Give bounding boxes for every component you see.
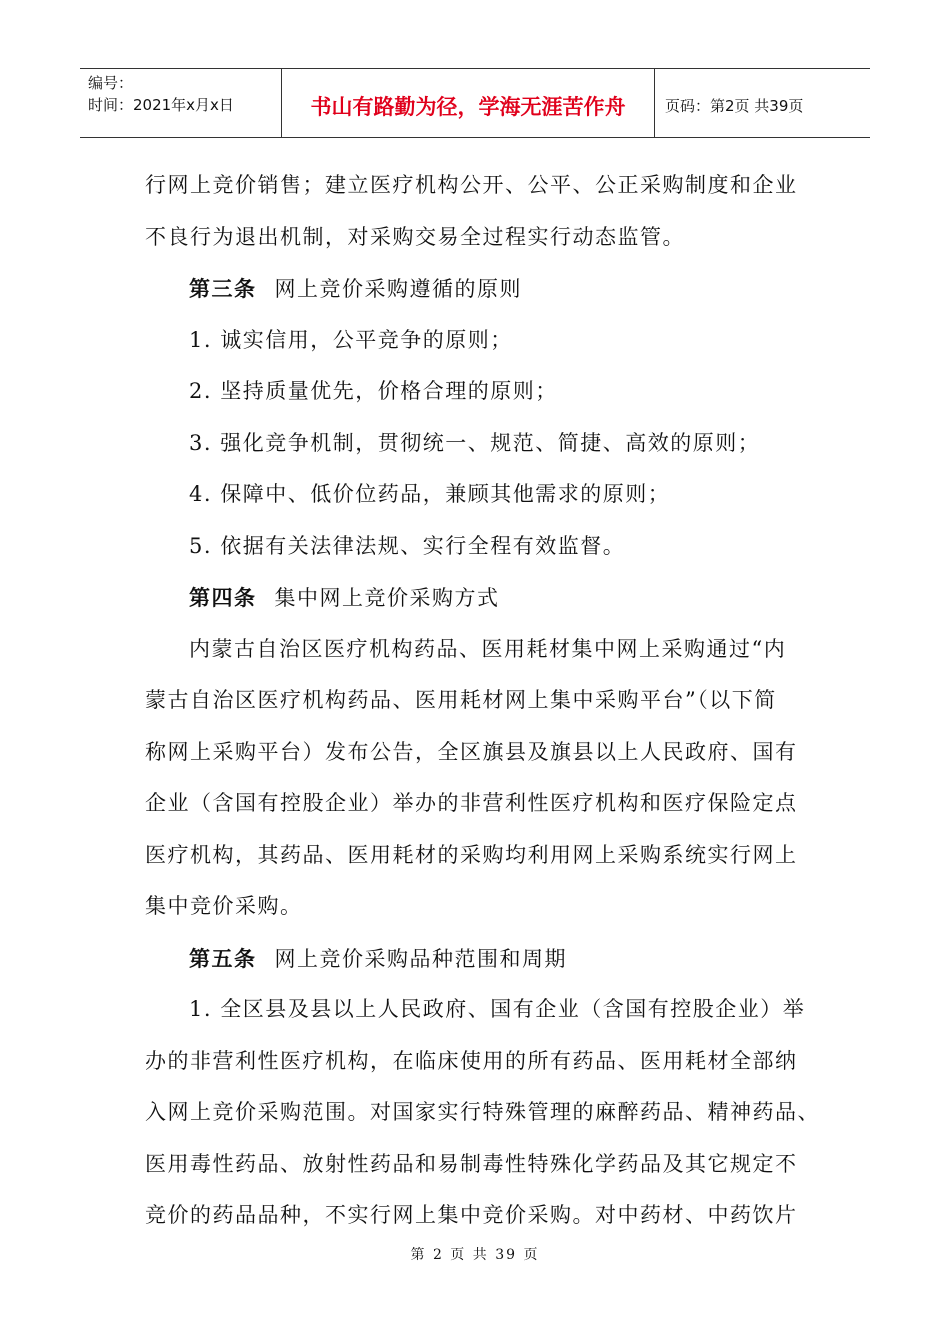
paragraph-line: [145, 881, 810, 933]
document-date: 时间：2021年x月x日: [88, 96, 234, 114]
line-text: 蒙古自治区医疗机构药品、医用耗材网上集中采购平台”（以下简: [145, 688, 777, 712]
article-heading: [145, 933, 810, 985]
article-heading: [145, 572, 810, 624]
paragraph-line: [145, 1190, 810, 1242]
paragraph-line: [145, 366, 810, 418]
header-meta: [80, 69, 282, 137]
paragraph-line: [145, 521, 810, 573]
line-text: 1. 全区县及县以上人民政府、国有企业（含国有控股企业）举: [189, 997, 806, 1021]
paragraph-line: [145, 1036, 810, 1088]
page-header: [80, 68, 870, 138]
paragraph-line: [145, 830, 810, 882]
paragraph-line: [145, 624, 810, 676]
line-text: 行网上竞价销售；建立医疗机构公开、公平、公正采购制度和企业: [145, 173, 798, 197]
paragraph-line: [145, 1139, 810, 1191]
document-number: 编号：: [88, 74, 134, 92]
line-text: 医疗机构，其药品、医用耗材的采购均利用网上采购系统实行网上: [145, 842, 798, 867]
paragraph-line: [145, 418, 810, 470]
line-text: 称网上采购平台）发布公告，全区旗县及旗县以上人民政府、国有: [145, 739, 798, 764]
line-text: 2. 坚持质量优先，价格合理的原则；: [189, 379, 558, 403]
article-number: 第五条: [189, 945, 257, 971]
line-text: 企业（含国有控股企业）举办的非营利性医疗机构和医疗保险定点: [145, 791, 798, 815]
line-text: 不良行为退出机制，对采购交易全过程实行动态监管。: [145, 224, 685, 249]
line-text: 网上竞价采购品种范围和周期: [274, 946, 567, 971]
paragraph-line: [145, 212, 810, 264]
paragraph-line: [145, 675, 810, 727]
header-motto: 书山有路勤为径，学海无涯苦作舟: [282, 69, 655, 137]
line-text: 竞价的药品品种，不实行网上集中竞价采购。对中药材、中药饮片: [145, 1203, 798, 1227]
article-heading: [145, 263, 810, 315]
paragraph-line: [145, 469, 810, 521]
paragraph-line: [145, 315, 810, 367]
article-number: 第四条: [189, 585, 257, 610]
header-page-info: 页码：第2页 共39页: [665, 96, 804, 115]
paragraph-line: [145, 727, 810, 779]
paragraph-line: [145, 778, 810, 830]
line-text: 4. 保障中、低价位药品，兼顾其他需求的原则；: [189, 482, 671, 506]
line-text: 集中竞价采购。: [145, 894, 303, 918]
paragraph-line: [145, 160, 810, 212]
line-text: 集中网上竞价采购方式: [274, 586, 500, 610]
line-text: 内蒙古自治区医疗机构药品、医用耗材集中网上采购通过“内: [189, 636, 787, 661]
line-text: 网上竞价采购遵循的原则: [274, 277, 522, 301]
document-body: [145, 160, 820, 1242]
line-text: 3. 强化竞争机制，贯彻统一、规范、简捷、高效的原则；: [189, 430, 761, 455]
paragraph-line: [145, 984, 810, 1036]
article-number: 第三条: [189, 276, 257, 301]
page-footer: 第 2 页 共 39 页: [410, 1247, 540, 1263]
line-text: 1. 诚实信用，公平竞争的原则；: [189, 327, 513, 352]
line-text: 办的非营利性医疗机构，在临床使用的所有药品、医用耗材全部纳: [145, 1048, 798, 1073]
line-text: 入网上竞价采购范围。对国家实行特殊管理的麻醉药品、精神药品、: [145, 1100, 820, 1124]
line-text: 医用毒性药品、放射性药品和易制毒性特殊化学药品及其它规定不: [145, 1151, 798, 1176]
paragraph-line: [145, 1087, 820, 1139]
line-text: 5. 依据有关法律法规、实行全程有效监督。: [189, 533, 626, 558]
